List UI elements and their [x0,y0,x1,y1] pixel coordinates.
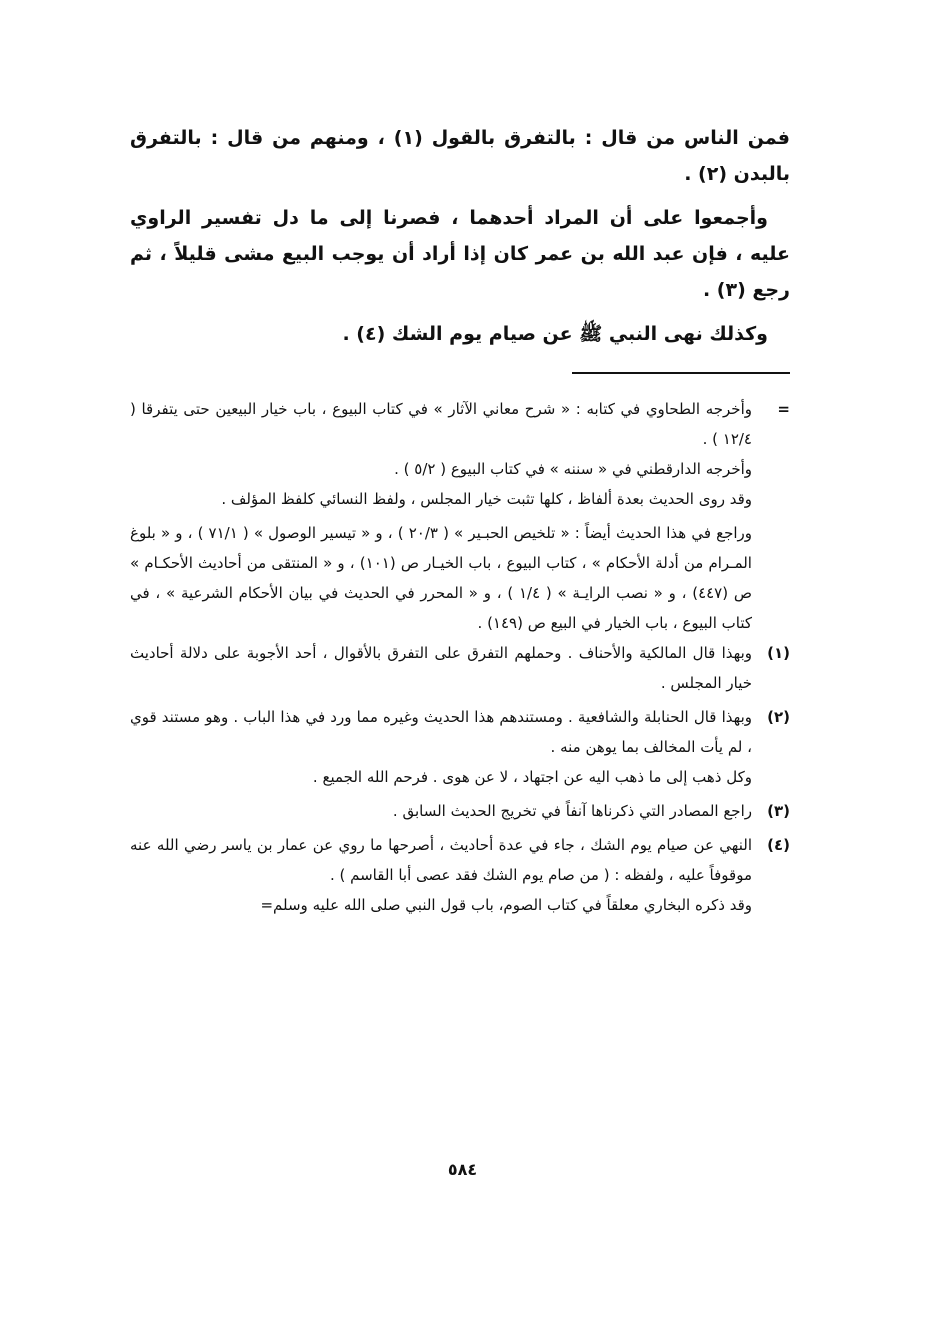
footnote-paragraph: وكل ذهب إلى ما ذهب اليه عن اجتهاد ، لا عن هوى . فرحم الله الجميع . [312,768,752,786]
footnote-2 [130,702,790,792]
footnote-marker: (٢) [767,708,790,726]
footnote-4 [130,830,790,920]
footnote-3 [130,796,790,826]
footnote-paragraph: وقد ذكره البخاري معلقاً في كتاب الصوم، باب قول النبي صلى الله عليه وسلم= [260,896,752,914]
footnote-paragraph: وأخرجه الطحاوي في كتابه : « شرح معاني الآثار » في كتاب البيوع ، باب خيار البيعين حتى يتفرقا ( ١٢/٤ ) . [130,400,752,448]
footnote-marker: = [777,400,790,418]
footnote-paragraph: النهي عن صيام يوم الشك ، جاء في عدة أحاديث ، أصرحها ما روي عن عمار بن ياسر رضي الله عنه موقوفاً عليه ، ولفظه : ( من صام يوم الشك فقد عصى أبا القاسم ) . [130,836,752,884]
footnote-1 [130,638,790,698]
footnote-continued [130,394,790,638]
footnote-paragraph: وراجع في هذا الحديث أيضاً : « تلخيص الحبـير » ( ٢٠/٣ ) ، و « تيسير الوصول » ( ٧١/١ ) ، و « بلوغ المـرام من أدلة الأحكام » ، كتاب البيوع ، باب الخيـار ص (١٠١) ، و « المنتقى من أحاديث الأحكـام » ص (٤٤٧) ، و « نصب الرايـة » ( ١/٤ ) ، و « المحرر في الحديث في بيان الأحكام الشرعية » ، في كتاب البيوع ، باب الخيار في البيع ص (١٤٩) . [130,524,753,632]
page-number: ٥٨٤ [447,1160,478,1179]
footnote-paragraph: وبهذا قال المالكية والأحناف . وحملهم التفرق على التفرق بالأقوال ، أحد الأجوبة على دلالة أحاديث خيار المجلس . [130,644,752,692]
footnote-marker: (٣) [767,802,790,820]
main-paragraph: وأجمعوا على أن المراد أحدهما ، فصرنا إلى ما دل تفسير الراوي عليه ، فإن عبد الله بن عمر كان إذا أراد أن يوجب البيع مشى قليلاً ، ثم رجع (٣) . [130,207,790,301]
footnote-marker: (١) [767,644,790,662]
main-paragraph: فمن الناس من قال : بالتفرق بالقول (١) ، ومنهم من قال : بالتفرق بالبدن (٢) . [130,127,790,185]
footnote-paragraph: راجع المصادر التي ذكرناها آنفاً في تخريج الحديث السابق . [392,802,752,820]
footnote-marker: (٤) [767,836,790,854]
footnotes [130,394,790,920]
footnote-paragraph: وبهذا قال الحنابلة والشافعية . ومستندهم هذا الحديث وغيره مما ورد في هذا الباب . وهو مستند قوي ، لم يأت المخالف بما يوهن منه . [130,708,752,756]
main-text [130,120,790,352]
footnote-paragraph: وأخرجه الدارقطني في « سننه » في كتاب البيوع ( ٥/٢ ) . [394,460,752,478]
footnote-divider [572,372,790,374]
main-paragraph: وكذلك نهى النبي ﷺ عن صيام يوم الشك (٤) . [342,323,768,345]
footnote-paragraph: وقد روى الحديث بعدة ألفاظ ، كلها تثبت خيار المجلس ، ولفظ النسائي كلفظ المؤلف . [221,490,752,508]
